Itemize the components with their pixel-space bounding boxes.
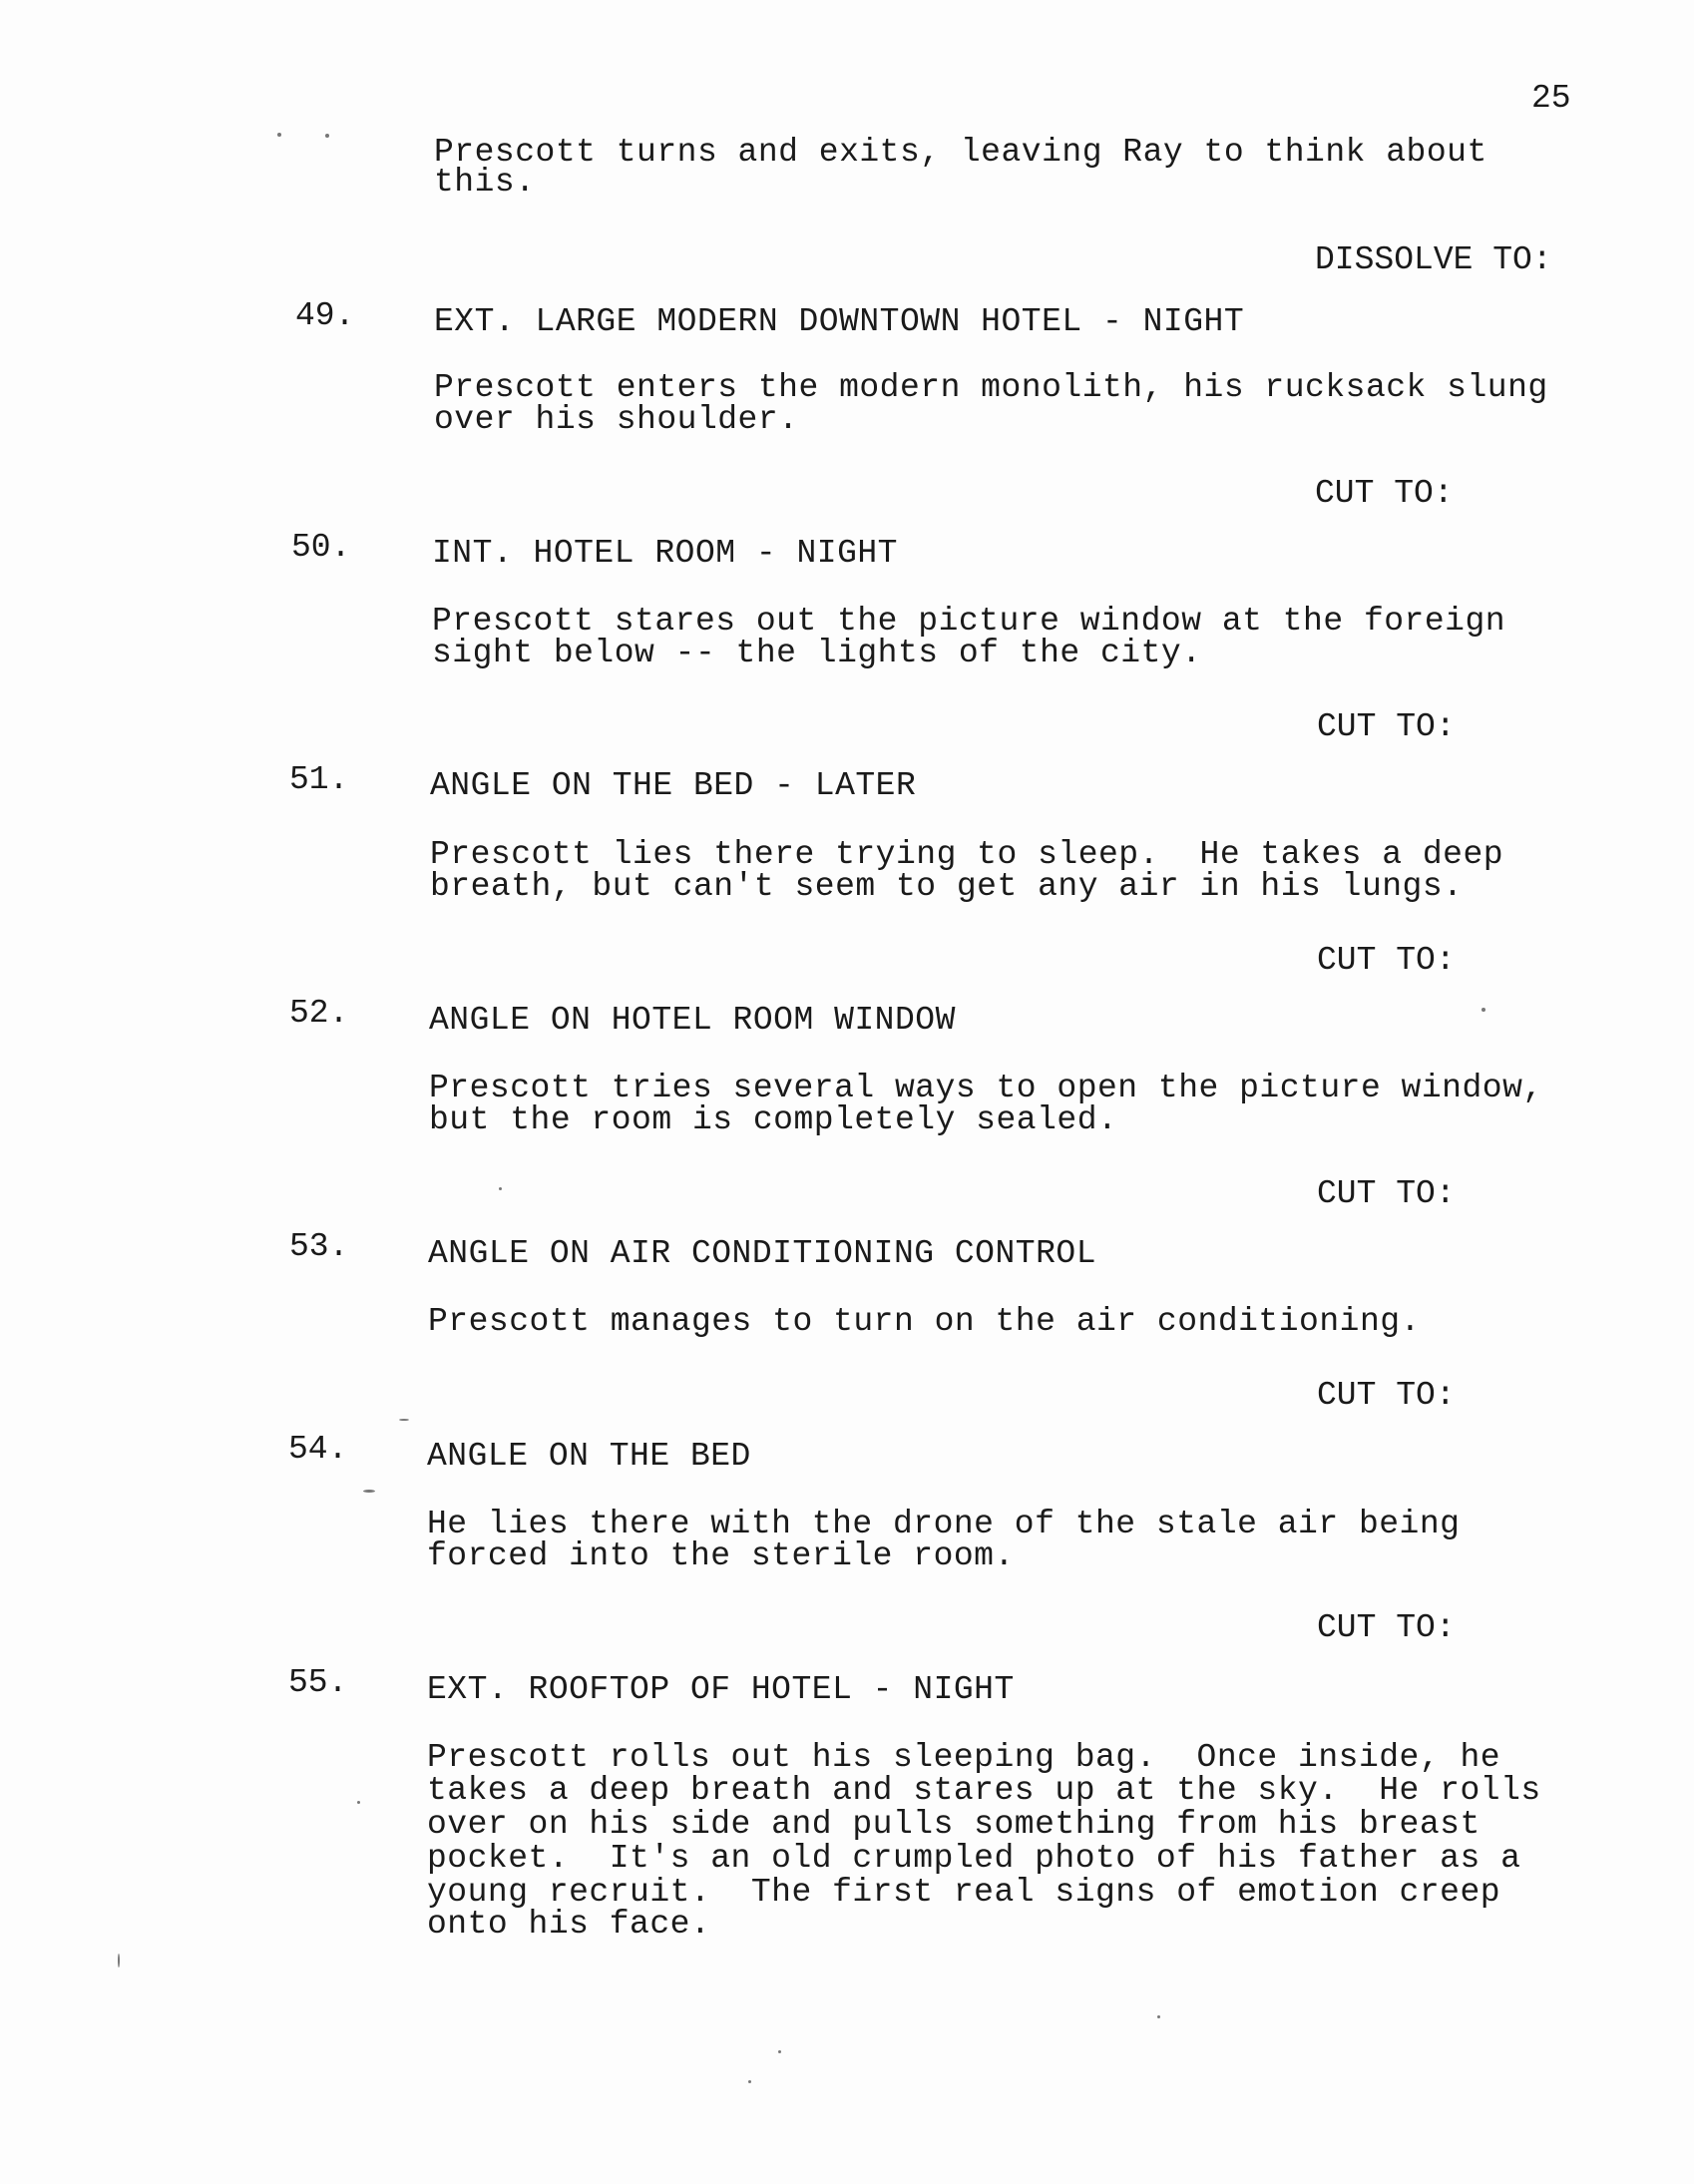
transition: CUT TO: — [1317, 942, 1456, 979]
scan-speck — [778, 2050, 781, 2053]
scan-speck — [399, 1419, 409, 1421]
action-line: over on his side and pulls something from his breast — [427, 1806, 1481, 1843]
page-number: 25 — [1531, 80, 1571, 117]
scene-heading: INT. HOTEL ROOM - NIGHT — [432, 535, 898, 572]
transition: CUT TO: — [1317, 708, 1456, 745]
action-line: breath, but can't seem to get any air in his lungs. — [430, 868, 1464, 905]
scan-speck — [325, 134, 329, 138]
action-line: over his shoulder. — [434, 401, 799, 438]
action-line: Prescott tries several ways to open the picture window, — [429, 1070, 1543, 1106]
scene-heading: EXT. ROOFTOP OF HOTEL - NIGHT — [427, 1671, 1015, 1708]
action-line: forced into the sterile room. — [427, 1537, 1015, 1574]
action-line: young recruit. The first real signs of emotion creep — [427, 1874, 1501, 1911]
action-line: Prescott manages to turn on the air conditioning. — [428, 1303, 1421, 1340]
action-line: Prescott rolls out his sleeping bag. Once inside, he — [427, 1739, 1501, 1776]
scene-heading: ANGLE ON THE BED — [427, 1438, 751, 1475]
scene-number: 54. — [288, 1431, 348, 1468]
action-line: takes a deep breath and stares up at the sky. He rolls — [427, 1772, 1541, 1809]
action-line: He lies there with the drone of the stale air being — [427, 1506, 1461, 1542]
opening-action-line: this. — [434, 164, 536, 201]
transition: CUT TO: — [1317, 1175, 1456, 1212]
scene-number: 53. — [289, 1228, 349, 1265]
action-line: Prescott lies there trying to sleep. He takes a deep — [430, 836, 1504, 873]
transition: CUT TO: — [1317, 1609, 1456, 1646]
scene-number: 49. — [295, 297, 355, 334]
opening-transition: DISSOLVE TO: — [1315, 241, 1552, 278]
action-line: Prescott enters the modern monolith, his rucksack slung — [434, 369, 1548, 406]
action-line: Prescott stares out the picture window at the foreign — [432, 603, 1506, 640]
scene-number: 55. — [288, 1664, 348, 1701]
scene-heading: ANGLE ON THE BED - LATER — [430, 767, 917, 804]
scan-speck — [1157, 2015, 1160, 2018]
action-line: but the room is completely sealed. — [429, 1101, 1118, 1138]
opening-action-line: Prescott turns and exits, leaving Ray to think about — [434, 134, 1487, 171]
scene-number: 52. — [289, 995, 349, 1032]
scan-speck — [277, 133, 281, 137]
transition: CUT TO: — [1315, 475, 1454, 512]
scene-heading: EXT. LARGE MODERN DOWNTOWN HOTEL - NIGHT — [434, 303, 1245, 340]
scan-speck — [357, 1801, 360, 1804]
scan-speck — [499, 1187, 502, 1190]
scan-speck — [748, 2080, 751, 2083]
action-line: onto his face. — [427, 1906, 711, 1943]
transition: CUT TO: — [1317, 1377, 1456, 1414]
scene-heading: ANGLE ON AIR CONDITIONING CONTROL — [428, 1235, 1097, 1272]
scan-speck — [118, 1954, 120, 1967]
scene-number: 51. — [289, 761, 349, 798]
action-line: sight below -- the lights of the city. — [432, 635, 1202, 671]
scan-speck — [363, 1490, 375, 1493]
scene-number: 50. — [291, 529, 351, 566]
action-line: pocket. It's an old crumpled photo of his father as a — [427, 1840, 1521, 1877]
scan-speck — [1482, 1008, 1485, 1012]
scene-heading: ANGLE ON HOTEL ROOM WINDOW — [429, 1002, 956, 1039]
